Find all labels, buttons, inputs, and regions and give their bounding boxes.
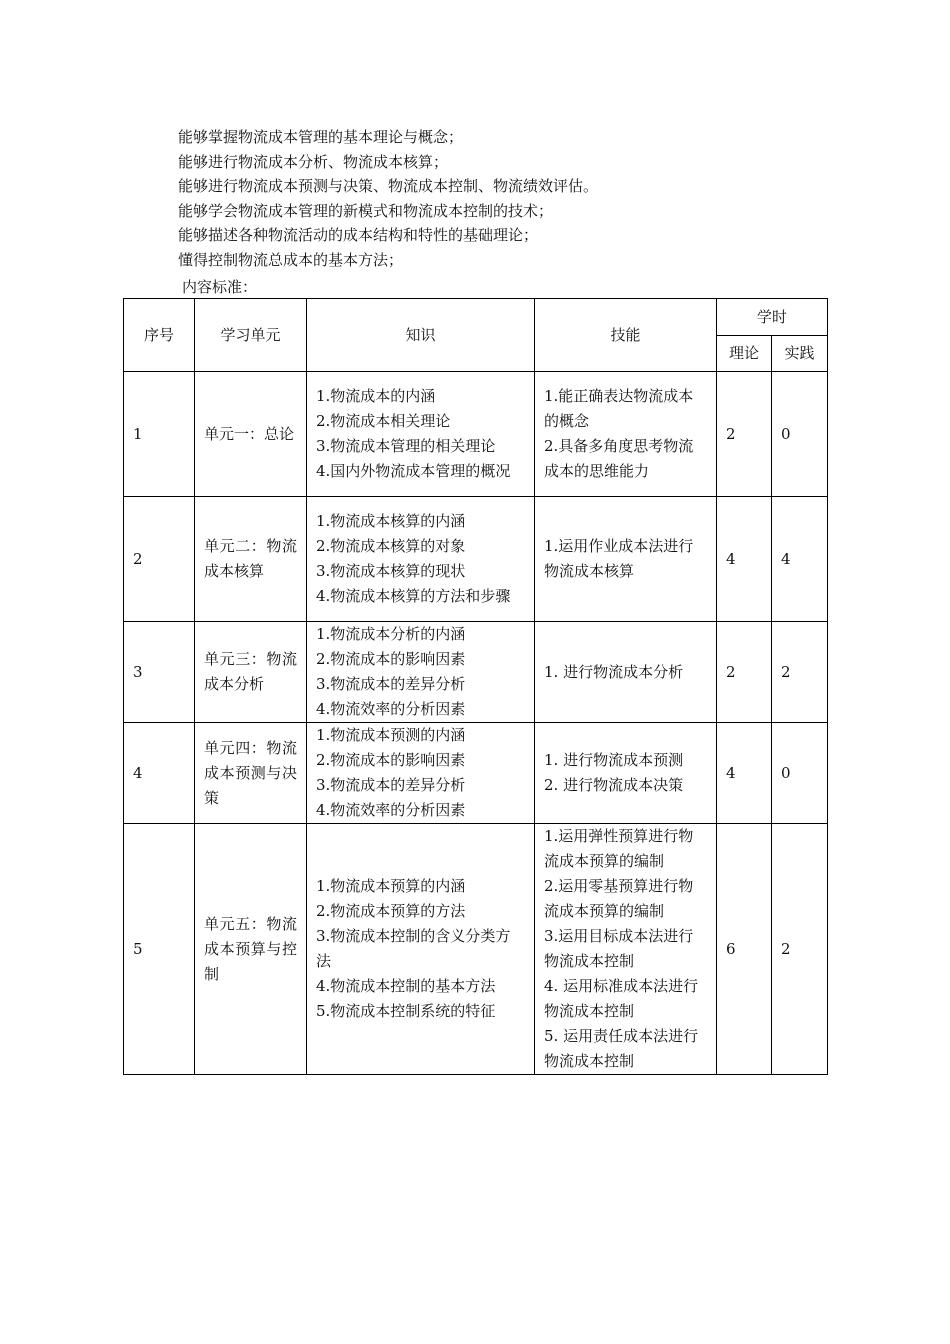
- knowledge-item: 2.物流成本的影响因素: [316, 650, 466, 668]
- skill-item: 3.运用目标成本法进行物流成本控制: [544, 927, 694, 970]
- cell-unit: 单元五：物流成本预算与控制: [195, 824, 307, 1075]
- knowledge-item: 4.国内外物流成本管理的概况: [316, 462, 511, 480]
- cell-index: 4: [124, 723, 195, 824]
- cell-knowledge: [307, 622, 535, 723]
- knowledge-item: 2.物流成本预算的方法: [316, 902, 466, 920]
- skill-item: 1.能正确表达物流成本的概念: [544, 387, 694, 430]
- cell-unit: 单元四：物流成本预测与决策: [195, 723, 307, 824]
- skill-item: 2.运用零基预算进行物流成本预算的编制: [544, 877, 694, 920]
- objective-line: 能够描述各种物流活动的成本结构和特性的基础理论；: [178, 226, 539, 244]
- skill-item: 4. 运用标准成本法进行物流成本控制: [544, 977, 699, 1020]
- skill-item: 2.具备多角度思考物流成本的思维能力: [544, 437, 694, 480]
- cell-practice-hours: 0: [772, 723, 828, 824]
- knowledge-item: 2.物流成本相关理论: [316, 412, 451, 430]
- table-row: [124, 824, 828, 1075]
- knowledge-item: 3.物流成本管理的相关理论: [316, 437, 496, 455]
- knowledge-item: 1.物流成本预算的内涵: [316, 877, 466, 895]
- cell-theory-hours: 4: [717, 497, 772, 622]
- objective-line: 能够学会物流成本管理的新模式和物流成本控制的技术；: [178, 201, 554, 220]
- cell-knowledge: [307, 824, 535, 1075]
- knowledge-item: 2.物流成本的影响因素: [316, 751, 466, 769]
- knowledge-item: 1.物流成本的内涵: [316, 387, 436, 405]
- section-title: 内容标准：: [182, 278, 258, 296]
- knowledge-item: 4.物流效率的分析因素: [316, 801, 466, 819]
- table-body: [124, 372, 828, 1075]
- knowledge-item: 3.物流成本的差异分析: [316, 776, 466, 794]
- cell-practice-hours: 4: [772, 497, 828, 622]
- skill-item: 1. 进行物流成本预测: [544, 751, 684, 769]
- objectives-list: [178, 125, 598, 272]
- objective-line: 能够进行物流成本预测与决策、物流成本控制、物流绩效评估。: [178, 177, 599, 195]
- skill-item: 2. 进行物流成本决策: [544, 776, 684, 794]
- knowledge-item: 3.物流成本控制的含义分类方法: [316, 927, 511, 970]
- cell-unit: 单元三：物流成本分析: [195, 622, 307, 723]
- cell-theory-hours: 6: [717, 824, 772, 1075]
- cell-skills: [535, 824, 717, 1075]
- cell-knowledge: [307, 372, 535, 497]
- cell-theory-hours: 2: [717, 622, 772, 723]
- knowledge-item: 5.物流成本控制系统的特征: [316, 1002, 496, 1020]
- cell-index: 5: [124, 824, 195, 1075]
- header-unit: 学习单元: [195, 299, 307, 372]
- cell-practice-hours: 0: [772, 372, 828, 497]
- cell-index: 2: [124, 497, 195, 622]
- knowledge-item: 4.物流成本核算的方法和步骤: [316, 587, 511, 605]
- objective-line: 能够掌握物流成本管理的基本理论与概念；: [178, 128, 464, 146]
- cell-knowledge: [307, 497, 535, 622]
- header-skills: 技能: [535, 299, 717, 372]
- cell-unit: 单元二：物流成本核算: [195, 497, 307, 622]
- objective-line: 能够进行物流成本分析、物流成本核算；: [178, 152, 449, 171]
- cell-index: 3: [124, 622, 195, 723]
- knowledge-item: 2.物流成本核算的对象: [316, 537, 466, 555]
- knowledge-item: 1.物流成本预测的内涵: [316, 726, 466, 744]
- cell-skills: [535, 622, 717, 723]
- skill-item: 5. 运用责任成本法进行物流成本控制: [544, 1027, 699, 1070]
- knowledge-item: 4.物流效率的分析因素: [316, 700, 466, 718]
- header-practice: 实践: [772, 336, 828, 372]
- skill-item: 1.运用弹性预算进行物流成本预算的编制: [544, 827, 694, 870]
- cell-knowledge: [307, 723, 535, 824]
- table-row: [124, 622, 828, 723]
- content-standards-table: [123, 298, 828, 1075]
- table-row: [124, 723, 828, 824]
- table-row: [124, 372, 828, 497]
- knowledge-item: 1.物流成本分析的内涵: [316, 625, 466, 643]
- objective-line: 懂得控制物流总成本的基本方法；: [178, 250, 404, 269]
- header-hours: 学时: [717, 299, 828, 336]
- header-knowledge: 知识: [307, 299, 535, 372]
- table-row: [124, 497, 828, 622]
- knowledge-item: 4.物流成本控制的基本方法: [316, 977, 496, 995]
- skill-item: 1. 进行物流成本分析: [544, 662, 684, 681]
- knowledge-item: 3.物流成本核算的现状: [316, 562, 466, 580]
- knowledge-item: 3.物流成本的差异分析: [316, 675, 466, 693]
- cell-skills: [535, 497, 717, 622]
- header-index: 序号: [124, 299, 195, 372]
- cell-unit: 单元一：总论: [195, 372, 307, 497]
- cell-skills: [535, 723, 717, 824]
- skill-item: 1.运用作业成本法进行物流成本核算: [544, 537, 694, 580]
- knowledge-item: 1.物流成本核算的内涵: [316, 512, 466, 530]
- cell-theory-hours: 4: [717, 723, 772, 824]
- cell-skills: [535, 372, 717, 497]
- cell-practice-hours: 2: [772, 622, 828, 723]
- cell-practice-hours: 2: [772, 824, 828, 1075]
- cell-index: 1: [124, 372, 195, 497]
- cell-theory-hours: 2: [717, 372, 772, 497]
- header-theory: 理论: [717, 336, 772, 372]
